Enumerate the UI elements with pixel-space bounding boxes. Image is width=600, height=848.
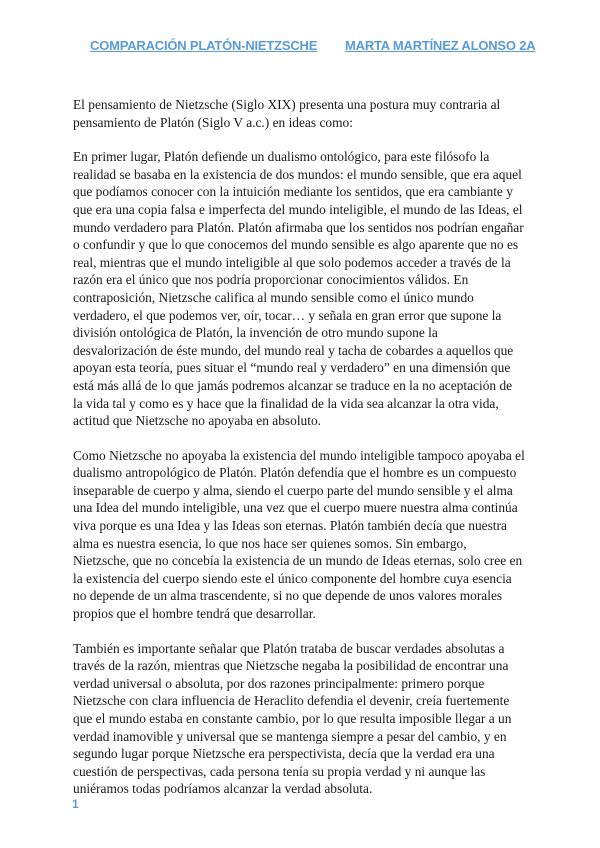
paragraph-intro: El pensamiento de Nietzsche (Siglo XIX) presenta una postura muy contraria al pensamiento de Platón (Siglo V a.c.) en ideas como: [73,97,501,130]
document-body [73,96,525,815]
page-number: 1 [72,797,79,811]
paragraph-ontological-dualism: En primer lugar, Platón defiende un dualismo ontológico, para este filósofo la realidad se basaba en la existencia de dos mundos: el mundo sensible, que era aquel que podíamos conocer con la intuición mediante los sentidos, que era cambiante y que era una copia falsa e imperfecta del mundo inteligible, el mundo de las Ideas, el mundo verdadero para Platón. Platón afirmaba que los sentidos nos podrían engañar o confundir y que lo que conocemos del mundo sensible es algo aparente que no es real, mientras que el mundo inteligible al que solo podemos acceder a través de la razón era el único que nos podría proporcionar conocimientos válidos. En contraposición, Nietzsche califica al mundo sensible como el único mundo verdadero, el que podemos ver, oír, tocar… y señala en gran error que supone la división ontológica de Platón, la invención de otro mundo supone la desvalorización de éste mundo, del mundo real y tacha de cobardes a aquellos que apoyan esta teoría, pues situar el “mundo real y verdadero” en una dimensión que está más allá de lo que jamás podremos alcanzar se traduce en la no aceptación de la vida tal y como es y hace que la finalidad de la vida sea alcanzar la otra vida, actitud que Nietzsche no apoyaba en absoluto. [73,149,524,429]
header-title: COMPARACIÓN PLATÓN-NIETZSCHE [90,38,318,53]
header-author: MARTA MARTÍNEZ ALONSO 2A [345,38,536,53]
paragraph-anthropological-dualism: Como Nietzsche no apoyaba la existencia del mundo inteligible tampoco apoyaba el dualismo antropológico de Platón. Platón defendía que el hombre es un compuesto inseparable de cuerpo y alma, siendo el cuerpo parte del mundo sensible y el alma una Idea del mundo inteligible, una vez que el cuerpo muere nuestra alma continúa viva porque es una Idea y las Ideas son eternas. Platón también decía que nuestra alma es nuestra esencia, lo que nos hace ser quienes somos. Sin embargo, Nietzsche, que no concebía la existencia de un mundo de Ideas eternas, solo cree en la existencia del cuerpo siendo este el único componente del hombre cuya esencia no depende de un alma trascendente, si no que depende de unos valores morales propios que el hombre tendrá que desarrollar. [73,447,525,622]
page-header [0,38,600,58]
paragraph-absolute-truth: También es importante señalar que Platón trataba de buscar verdades absolutas a través de la razón, mientras que Nietzsche negaba la posibilidad de encontrar una verdad universal o absoluta, por dos razones principalmente: primero porque Nietzsche con clara influencia de Heraclito defendia el devenir, creía fuertemente que el mundo estaba en constante cambio, por lo que resulta imposible llegar a un verdad inamovible y universal que se mantenga siempre a pesar del cambio, y en segundo lugar porque Nietzsche era perspectivista, decía que la verdad era una cuestión de perspectivas, cada persona tenía su propia verdad y ni aunque las uniéramos todas podríamos alcanzar la verdad absoluta. [73,640,512,797]
